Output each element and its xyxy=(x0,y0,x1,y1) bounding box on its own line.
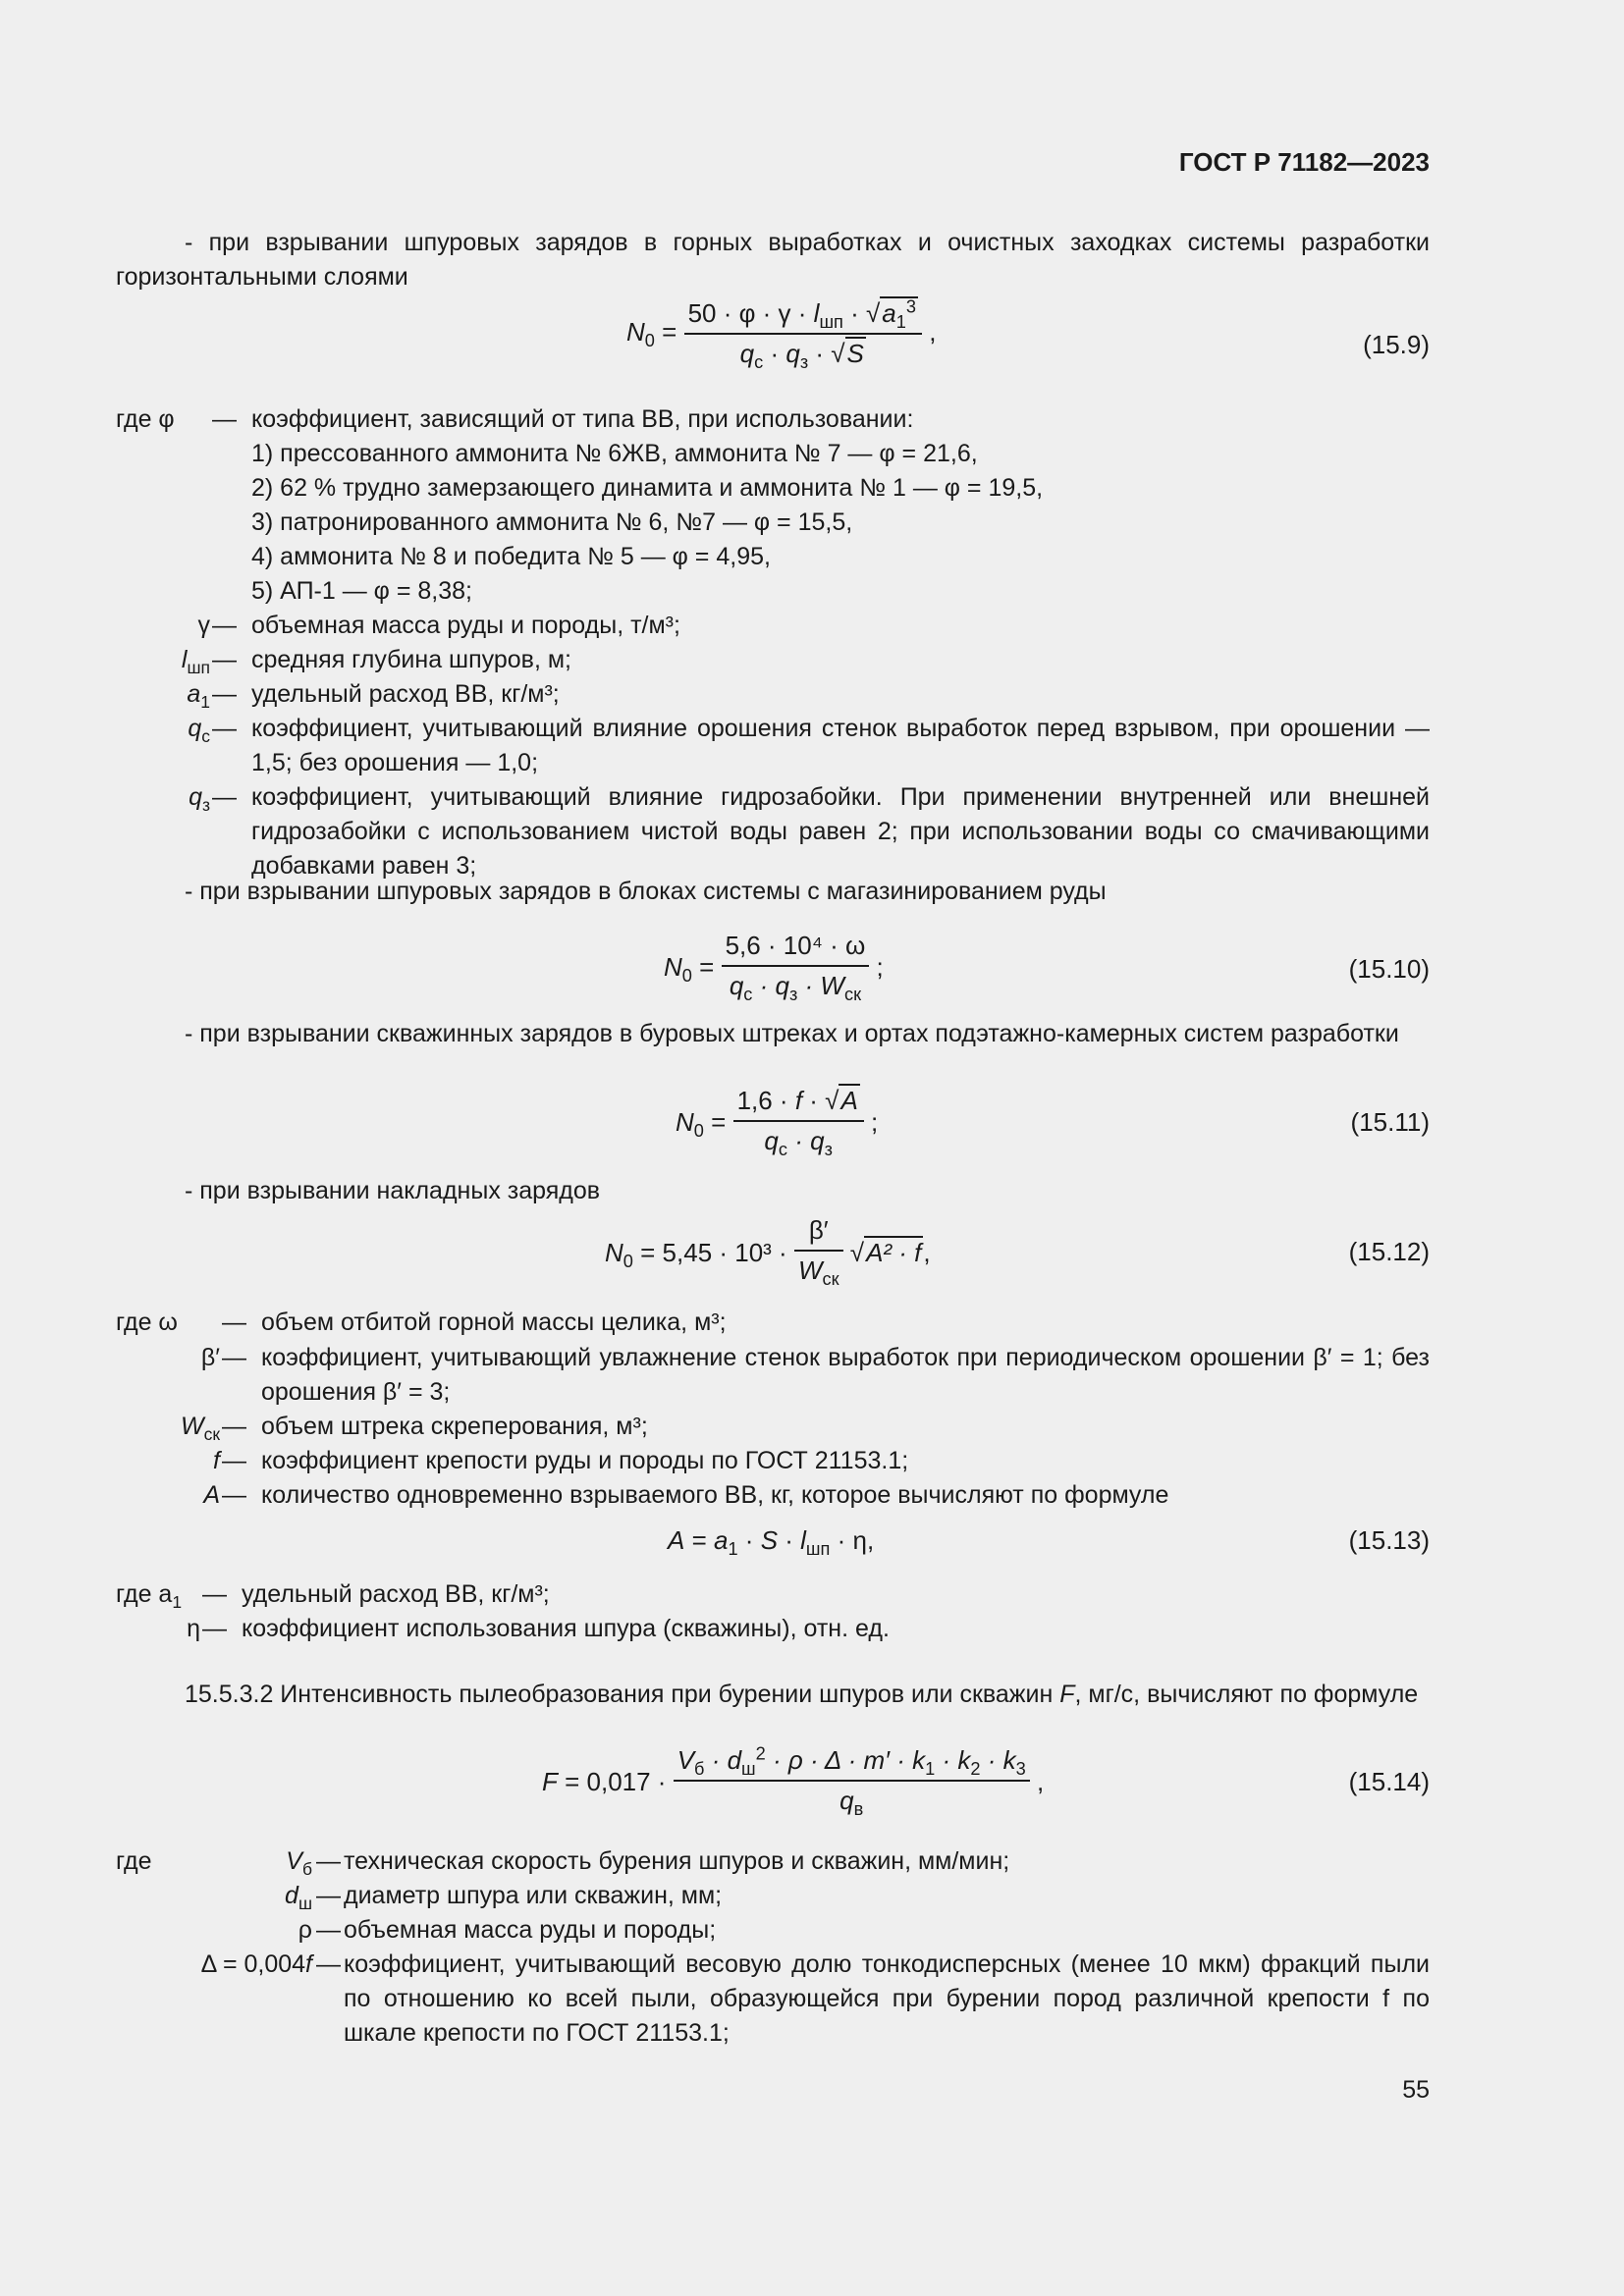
def-rho: ρ — объемная масса руды и породы; xyxy=(298,1916,717,1944)
def-omega: где ω — объем отбитой горной массы целика, м³; xyxy=(116,1308,727,1336)
def-qz: $q_з$ — коэффициент, учитывающий влияние гидрозабойки. При применении внутренней или внешней гидрозабойки с использованием чистой воды равен 2; при использовании воды со смачивающими добавками равен 3; xyxy=(189,783,1430,880)
definitions-15-13 xyxy=(116,1577,1430,1646)
equation-number: (15.10) xyxy=(1348,954,1430,984)
list-item: 1) прессованного аммонита № 6ЖВ, аммонита № 7 — φ = 21,6, xyxy=(251,440,978,467)
paragraph-magazine-blocks: - при взрывании шпуровых зарядов в блоках системы с магазинированием руды xyxy=(185,878,1107,905)
equation-number: (15.12) xyxy=(1348,1237,1430,1266)
definitions-15-9: где φ — коэффициент, зависящий от типа ВВ, при использовании: 1) прессованного аммонита № 6ЖВ, аммонита № 7 — φ = 21,6, 2) 62 % трудно замерзающего динамита и аммонита № 1 — φ = 19,5, 3) патронированного аммонита № 6, №7 — φ = 15,5, 4) аммонита № 8 и победита № 5 — φ = 4,95, 5) АП-1 — φ = 8,38; γ — объемная масса руды и породы, т/м³; $l_{шп}$ — средняя глубина шпуров, м; $a_1$ — удельный расход ВВ, кг/м³; $q_с$ — коэффициент, учитывающий влияние орошения стенок выработок перед взрывом, при орошении — 1,5; без орошения — 1,0; $q_з$ — коэффициент, учитывающий влияние гидрозабойки. При применении внутренней или внешней гидрозабойки с использованием чистой воды равен 2; при использовании воды со смачивающими добавками равен 3; xyxy=(116,402,1430,883)
list-item: 4) аммонита № 8 и победита № 5 — φ = 4,95, xyxy=(251,543,771,570)
paragraph-borehole-charges: - при взрывании скважинных зарядов в буровых штреках и ортах подэтажно-камерных систем разработки xyxy=(185,1020,1399,1047)
equation-number: (15.9) xyxy=(1363,330,1430,359)
def-dsh: $d_ш$ — диаметр шпура или скважин, мм; xyxy=(285,1882,723,1913)
paragraph-horizontal-layers: - при взрывании шпуровых зарядов в горных выработках и очистных заходках системы разработки горизонтальными слоями xyxy=(116,229,1430,291)
paragraph-surface-charges: - при взрывании накладных зарядов xyxy=(185,1177,601,1204)
page-number: 55 xyxy=(1402,2076,1430,2104)
definitions-15-12 xyxy=(116,1306,1430,1513)
def-beta: β′ — коэффициент, учитывающий увлажнение стенок выработок при периодическом орошении β′ = 1; без орошения β′ = 3; xyxy=(200,1344,1430,1406)
phi-options-list xyxy=(116,437,1430,609)
def-vb: где $V_б$ — техническая скорость бурения шпуров и скважин, мм/мин; xyxy=(116,1847,1010,1879)
def-l: $l_{шп}$ — средняя глубина шпуров, м; xyxy=(181,646,571,677)
document-header: ГОСТ Р 71182—2023 xyxy=(1178,147,1430,177)
def-a1: $a_1$ — удельный расход ВВ, кг/м³; xyxy=(187,680,560,712)
def-gamma: γ — объемная масса руды и породы, т/м³; xyxy=(197,612,680,639)
list-item: 5) АП-1 — φ = 8,38; xyxy=(251,577,472,605)
equation-number: (15.11) xyxy=(1350,1107,1430,1137)
list-item: 2) 62 % трудно замерзающего динамита и аммонита № 1 — φ = 19,5, xyxy=(251,474,1044,502)
def-a1-2: где $a_1$ — удельный расход ВВ, кг/м³; xyxy=(116,1580,550,1612)
equation-number: (15.13) xyxy=(1348,1525,1430,1555)
def-wsk: $W_{ск}$ — объем штрека скреперования, м³; xyxy=(180,1413,648,1444)
def-A: A — количество одновременно взрываемого ВВ, кг, которое вычисляют по формуле xyxy=(203,1481,1169,1509)
paragraph-15-5-3-2: 15.5.3.2 Интенсивность пылеобразования при бурении шпуров или скважин F, мг/с, вычисляют по формуле xyxy=(185,1681,1419,1708)
def-delta: Δ = 0,004f — коэффициент, учитывающий весовую долю тонкодисперсных (менее 10 мкм) фракций пыли по отношению ко всей пыли, образующейся при бурении пород различной крепости f по шкале крепости по ГОСТ 21153.1; xyxy=(200,1950,1430,2047)
def-f: f — коэффициент крепости руды и породы по ГОСТ 21153.1; xyxy=(213,1447,909,1474)
list-item: 3) патронированного аммонита № 6, №7 — φ = 15,5, xyxy=(251,508,853,536)
def-eta: η — коэффициент использования шпура (скважины), отн. ед. xyxy=(187,1615,890,1642)
equation-number: (15.14) xyxy=(1348,1767,1430,1796)
def-qc: $q_с$ — коэффициент, учитывающий влияние орошения стенок выработок перед взрывом, при орошении — 1,5; без орошения — 1,0; xyxy=(188,715,1430,776)
definitions-15-14 xyxy=(116,1844,1430,2051)
